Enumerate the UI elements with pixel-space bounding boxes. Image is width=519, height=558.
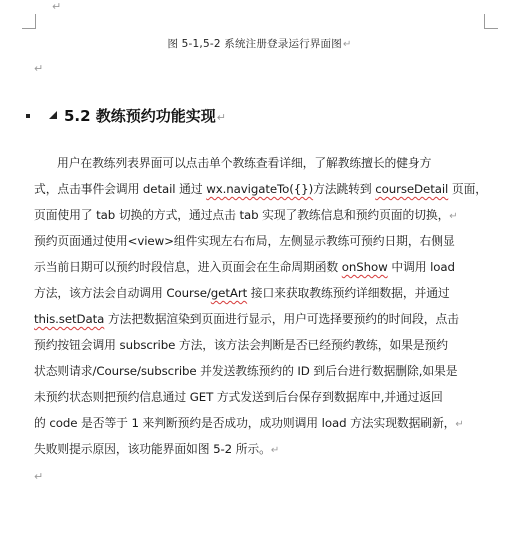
text-run: 失败则提示原因，该功能界面如图 5-2 所示。 bbox=[34, 442, 271, 456]
paragraph-mark: ↵ bbox=[342, 39, 352, 50]
paragraph-mark: ↵ bbox=[270, 445, 280, 456]
section-heading-text: 5.2 教练预约功能实现 bbox=[64, 107, 216, 125]
paragraph-line bbox=[34, 228, 504, 254]
text-run: 式，点击事件会调用 detail 通过 bbox=[34, 182, 207, 196]
paragraph-line bbox=[34, 202, 504, 228]
text-run: 示当前日期可以预约时段信息，进入页面会在生命周期函数 bbox=[34, 260, 342, 274]
spellcheck-flagged-text: getArt bbox=[210, 286, 248, 300]
paragraph-mark: ↵ bbox=[34, 470, 44, 483]
paragraph-line bbox=[34, 358, 504, 384]
text-run: 方法，该方法会自动调用 Course/ bbox=[34, 286, 211, 300]
spellcheck-flagged-text: onShow bbox=[341, 260, 388, 274]
spellcheck-flagged-text: wx.navigateTo({}) bbox=[206, 182, 314, 196]
spellcheck-flagged-text: courseDetail bbox=[375, 182, 449, 196]
paragraph-line bbox=[34, 150, 504, 176]
paragraph-mark: ↵ bbox=[52, 0, 62, 13]
text-run: 预约按钮会调用 subscribe 方法，该方法会判断是否已经预约教练，如果是预约 bbox=[34, 338, 448, 352]
text-run: 用户在教练列表界面可以点击单个教练查看详细，了解教练擅长的健身方 bbox=[57, 156, 432, 170]
body-paragraph bbox=[34, 150, 504, 462]
text-run: 预约页面通过使用<view>组件实现左右布局，左侧显示教练可预约日期，右侧显 bbox=[34, 234, 455, 248]
paragraph-mark: ↵ bbox=[455, 419, 464, 430]
text-run: 接口来获取教练预约详细数据，并通过 bbox=[247, 286, 450, 300]
text-run: 页面使用了 tab 切换的方式，通过点击 tab 实现了教练信息和预约页面的切换， bbox=[34, 208, 450, 222]
list-bullet bbox=[26, 114, 30, 118]
paragraph-mark: ↵ bbox=[449, 211, 458, 222]
paragraph-line bbox=[34, 254, 504, 280]
paragraph-line bbox=[34, 306, 504, 332]
crop-mark-top-left bbox=[22, 14, 36, 29]
text-run: 方法跳转到 bbox=[313, 182, 376, 196]
spellcheck-flagged-text: this.setData bbox=[34, 312, 105, 326]
paragraph-line bbox=[34, 436, 504, 462]
text-run: 页面， bbox=[448, 182, 487, 196]
text-run: 状态则请求/Course/subscribe 并发送教练预约的 ID 到后台进行数据删除,如果是 bbox=[34, 364, 458, 378]
text-run: 中调用 load bbox=[387, 260, 455, 274]
paragraph-line bbox=[34, 410, 504, 436]
crop-mark-top-right bbox=[484, 14, 498, 29]
figure-caption-text: 图 5-1,5-2 系统注册登录运行界面图 bbox=[167, 38, 342, 50]
paragraph-line bbox=[34, 384, 504, 410]
collapse-triangle-icon[interactable] bbox=[49, 111, 57, 119]
paragraph-line bbox=[34, 280, 504, 306]
text-run: 未预约状态则把预约信息通过 GET 方式发送到后台保存到数据库中,并通过返回 bbox=[34, 390, 443, 404]
paragraph-line bbox=[34, 176, 504, 202]
figure-caption bbox=[0, 36, 519, 51]
paragraph-mark: ↵ bbox=[34, 62, 44, 75]
paragraph-mark: ↵ bbox=[216, 111, 227, 124]
text-run: 方法把数据渲染到页面进行显示，用户可选择要预约的时间段，点击 bbox=[104, 312, 459, 326]
paragraph-line bbox=[34, 332, 504, 358]
text-run: 的 code 是否等于 1 来判断预约是否成功，成功则调用 load 方法实现数据刷新， bbox=[34, 416, 456, 430]
section-heading bbox=[64, 105, 226, 126]
